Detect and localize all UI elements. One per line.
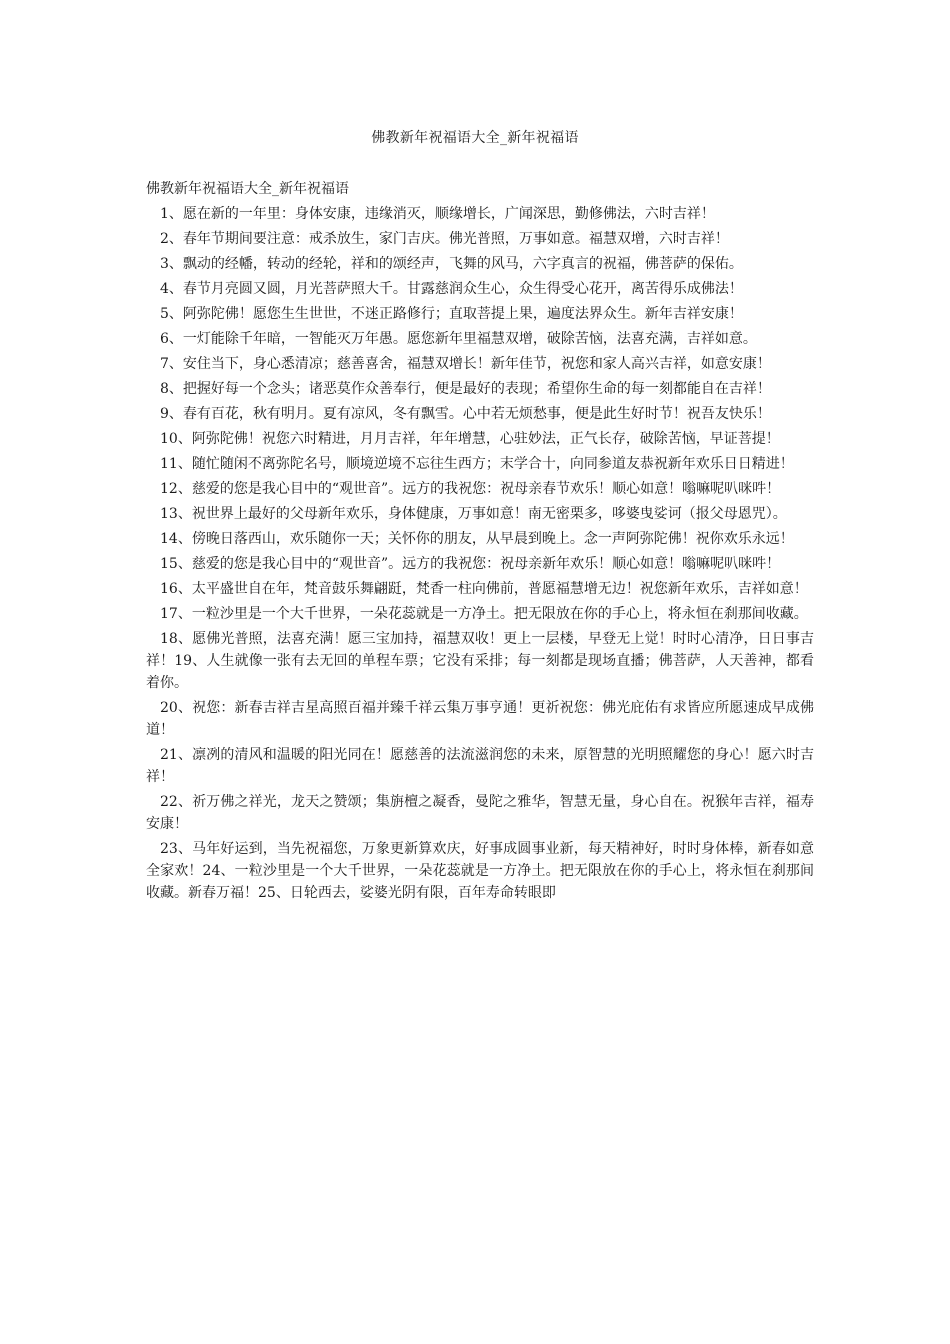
paragraph-20: 20、祝您：新春吉祥吉星高照百福并臻千祥云集万事亨通！更祈祝您：佛光庇佑有求皆应所愿速成早成佛道！ — [146, 700, 814, 738]
paragraph-2: 2、春年节期间要注意：戒杀放生，家门吉庆。佛光普照，万事如意。福慧双增，六时吉祥！ — [160, 231, 729, 247]
paragraph-9: 9、春有百花，秋有明月。夏有凉风，冬有飘雪。心中若无烦愁事，便是此生好时节！祝吾友快乐！ — [160, 406, 771, 422]
paragraph-3: 3、飘动的经幡，转动的经轮，祥和的颂经声，飞舞的风马，六字真言的祝福，佛菩萨的保佑。 — [160, 256, 743, 272]
paragraph-5: 5、阿弥陀佛！愿您生生世世，不迷正路修行；直取菩提上果，遍度法界众生。新年吉祥安康！ — [160, 306, 743, 322]
document-body — [146, 178, 814, 907]
paragraph-17: 17、一粒沙里是一个大千世界，一朵花蕊就是一方净土。把无限放在你的手心上，将永恒在刹那间收藏。 — [160, 606, 808, 622]
paragraph-6: 6、一灯能除千年暗，一智能灭万年愚。愿您新年里福慧双增，破除苦恼，法喜充满，吉祥如意。 — [160, 331, 757, 347]
paragraph-13: 13、祝世界上最好的父母新年欢乐，身体健康，万事如意！南无密栗多，哆婆曳娑诃（报父母恩咒）。 — [160, 506, 787, 522]
paragraph-14: 14、傍晚日落西山，欢乐随你一天；关怀你的朋友，从早晨到晚上。念一声阿弥陀佛！祝你欢乐永远！ — [160, 531, 794, 547]
paragraph-10: 10、阿弥陀佛！祝您六时精进，月月吉祥，年年增慧，心驻妙法，正气长存，破除苦恼，早证菩提！ — [160, 431, 780, 447]
paragraph-12: 12、慈爱的您是我心目中的“观世音”。远方的我祝您：祝母亲春节欢乐！顺心如意！嗡嘛呢叭咪吽！ — [160, 481, 781, 497]
document-title: 佛教新年祝福语大全_新年祝福语 — [371, 130, 579, 146]
paragraph-23: 23、马年好运到，当先祝福您，万象更新算欢庆，好事成圆事业新，每天精神好，时时身体棒，新春如意全家欢！24、一粒沙里是一个大千世界，一朵花蕊就是一方净土。把无限放在你的手心上，将永恒在刹那间收藏。新春万福！25、日轮西去，娑婆光阴有限，百年寿命转眼即 — [146, 841, 814, 901]
paragraph-1: 1、愿在新的一年里：身体安康，违缘消灭，顺缘增长，广闻深思，勤修佛法，六时吉祥！ — [160, 206, 715, 222]
paragraph-11: 11、随忙随闲不离弥陀名号，顺境逆境不忘往生西方；末学合十，向同参道友恭祝新年欢乐日日精进！ — [160, 456, 794, 472]
paragraph-8: 8、把握好每一个念头；诸恶莫作众善奉行，便是最好的表现；希望你生命的每一刻都能自在吉祥！ — [160, 381, 771, 397]
paragraph-22: 22、祈万佛之祥光，龙天之赞颂；集旃檀之凝香，曼陀之雅华，智慧无量，身心自在。祝猴年吉祥，福寿安康！ — [146, 794, 814, 832]
document-subtitle: 佛教新年祝福语大全_新年祝福语 — [146, 181, 349, 197]
paragraph-15: 15、慈爱的您是我心目中的“观世音”。远方的我祝您：祝母亲新年欢乐！顺心如意！嗡嘛呢叭咪吽！ — [160, 556, 781, 572]
paragraph-16: 16、太平盛世自在年，梵音鼓乐舞翩跹，梵香一柱向佛前，普愿福慧增无边！祝您新年欢乐，吉祥如意！ — [160, 581, 808, 597]
paragraph-18: 18、愿佛光普照，法喜充满！愿三宝加持，福慧双收！更上一层楼，早登无上觉！时时心清净，日日事吉祥！19、人生就像一张有去无回的单程车票；它没有采排；每一刻都是现场直播；佛菩萨，人天善神，都看着你。 — [146, 631, 814, 691]
paragraph-21: 21、凛冽的清风和温暖的阳光同在！愿慈善的法流滋润您的未来，原智慧的光明照耀您的身心！愿六时吉祥！ — [146, 747, 814, 785]
paragraph-7: 7、安住当下，身心悉清凉；慈善喜舍，福慧双增长！新年佳节，祝您和家人高兴吉祥，如意安康！ — [160, 356, 771, 372]
paragraph-4: 4、春节月亮圆又圆，月光菩萨照大千。甘露慈润众生心，众生得受心花开，离苦得乐成佛法！ — [160, 281, 743, 297]
